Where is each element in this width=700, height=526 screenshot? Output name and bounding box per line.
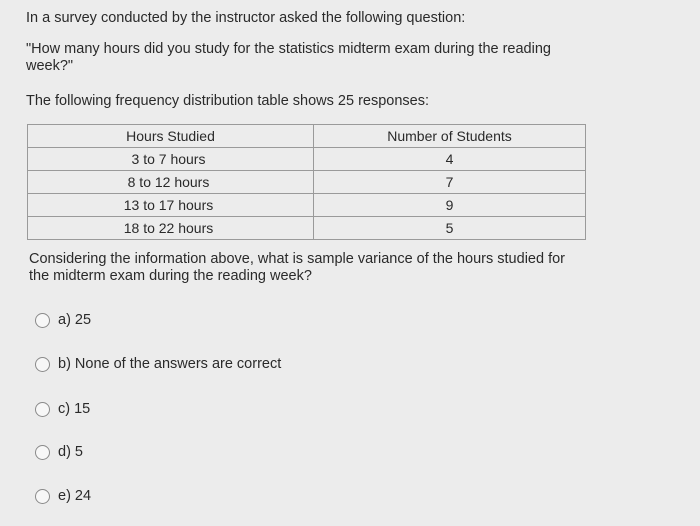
cell-hours [28,171,314,194]
option-d-label: d) 5 [58,444,83,460]
survey-question-line-1: "How many hours did you study for the statistics midterm exam during the reading [26,41,551,57]
cell-students: 5 [314,217,586,240]
cell-hours-text: 8 to 12 hours [127,174,210,190]
header-hours-studied: Hours Studied [28,125,314,148]
cell-hours [28,148,314,171]
frequency-table [27,124,586,240]
table-row [28,148,586,171]
table-row [28,194,586,217]
option-a-label: a) 25 [58,312,92,328]
option-c[interactable] [35,401,90,418]
radio-button-d[interactable] [35,445,50,460]
table-row [28,217,586,240]
cell-hours-text: 18 to 22 hours [123,220,214,236]
cell-hours-text: 3 to 7 hours [131,151,206,167]
question-intro: In a survey conducted by the instructor asked the following question: [26,10,466,26]
option-b-label: b) None of the answers are correct [58,356,282,372]
table-caption: The following frequency distribution table shows 25 responses: [26,93,430,109]
option-e[interactable] [35,488,91,505]
radio-button-c[interactable] [35,402,50,417]
cell-hours-text: 13 to 17 hours [123,197,214,213]
cell-hours [28,194,314,217]
cell-hours [28,217,314,240]
radio-button-e[interactable] [35,489,50,504]
table-header-row [28,125,586,148]
option-d[interactable] [35,444,83,461]
option-c-label: c) 15 [58,401,91,417]
cell-students: 7 [314,171,586,194]
question-prompt-line-1: Considering the information above, what is sample variance of the hours studied for [29,251,565,267]
radio-button-b[interactable] [35,357,50,372]
header-number-of-students: Number of Students [314,125,586,148]
cell-students: 9 [314,194,586,217]
option-b[interactable] [35,356,281,373]
question-prompt-line-2: the midterm exam during the reading week? [29,268,312,284]
option-a[interactable] [35,312,91,329]
option-e-label: e) 24 [58,488,92,504]
radio-button-a[interactable] [35,313,50,328]
table-row [28,171,586,194]
survey-question-line-2: week?" [26,58,74,74]
cell-students: 4 [314,148,586,171]
